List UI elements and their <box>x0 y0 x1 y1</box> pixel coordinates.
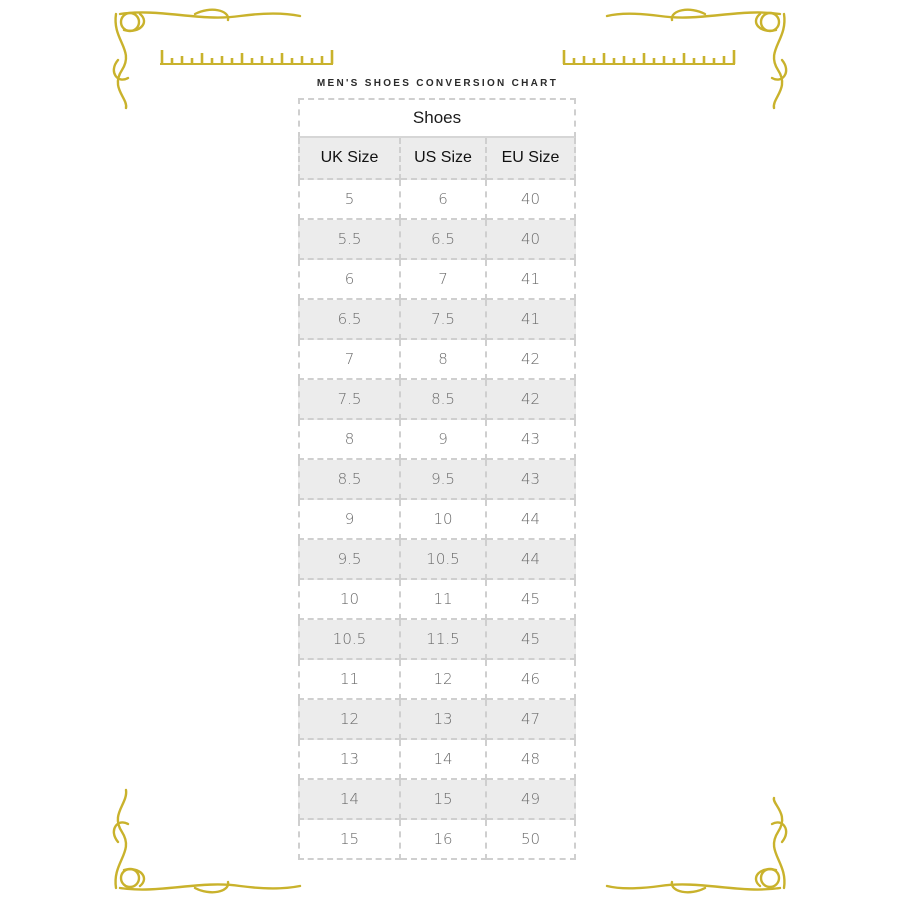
column-header-us: US Size <box>401 138 487 180</box>
eu-size-cell: 44 <box>487 540 576 580</box>
eu-size-cell: 41 <box>487 300 576 340</box>
us-size-cell: 6.5 <box>401 220 487 260</box>
flourish-bottom-left-icon <box>114 790 300 892</box>
us-size-cell: 9 <box>401 420 487 460</box>
us-size-cell: 10 <box>401 500 487 540</box>
uk-size-cell: 8 <box>298 420 401 460</box>
us-size-cell: 6 <box>401 180 487 220</box>
uk-size-cell: 13 <box>298 740 401 780</box>
column-header-row <box>298 138 576 180</box>
eu-size-cell: 46 <box>487 660 576 700</box>
uk-size-cell: 15 <box>298 820 401 860</box>
table-row <box>298 780 576 820</box>
uk-size-cell: 5.5 <box>298 220 401 260</box>
uk-size-cell: 5 <box>298 180 401 220</box>
us-size-cell: 13 <box>401 700 487 740</box>
us-size-cell: 11 <box>401 580 487 620</box>
eu-size-cell: 40 <box>487 180 576 220</box>
flourish-top-right-icon <box>607 10 786 108</box>
table-row <box>298 700 576 740</box>
flourish-bottom-right-icon <box>607 798 786 892</box>
us-size-cell: 10.5 <box>401 540 487 580</box>
us-size-cell: 16 <box>401 820 487 860</box>
table-row <box>298 500 576 540</box>
table-group-header: Shoes <box>298 98 576 138</box>
page-title: MEN'S SHOES CONVERSION CHART <box>316 78 559 89</box>
us-size-cell: 7.5 <box>401 300 487 340</box>
eu-size-cell: 47 <box>487 700 576 740</box>
table-row <box>298 340 576 380</box>
table-row <box>298 180 576 220</box>
us-size-cell: 8 <box>401 340 487 380</box>
table-row <box>298 220 576 260</box>
column-header-eu: EU Size <box>487 138 576 180</box>
eu-size-cell: 48 <box>487 740 576 780</box>
table-row <box>298 380 576 420</box>
eu-size-cell: 43 <box>487 420 576 460</box>
uk-size-cell: 9.5 <box>298 540 401 580</box>
uk-size-cell: 10 <box>298 580 401 620</box>
table-row <box>298 300 576 340</box>
uk-size-cell: 14 <box>298 780 401 820</box>
uk-size-cell: 10.5 <box>298 620 401 660</box>
eu-size-cell: 43 <box>487 460 576 500</box>
uk-size-cell: 7 <box>298 340 401 380</box>
table-row <box>298 420 576 460</box>
ruler-ticks-left-icon <box>160 50 333 64</box>
uk-size-cell: 6.5 <box>298 300 401 340</box>
eu-size-cell: 50 <box>487 820 576 860</box>
eu-size-cell: 40 <box>487 220 576 260</box>
uk-size-cell: 9 <box>298 500 401 540</box>
us-size-cell: 8.5 <box>401 380 487 420</box>
eu-size-cell: 49 <box>487 780 576 820</box>
table-row <box>298 260 576 300</box>
us-size-cell: 14 <box>401 740 487 780</box>
table-row <box>298 540 576 580</box>
eu-size-cell: 44 <box>487 500 576 540</box>
uk-size-cell: 6 <box>298 260 401 300</box>
us-size-cell: 15 <box>401 780 487 820</box>
table-row <box>298 820 576 860</box>
eu-size-cell: 42 <box>487 380 576 420</box>
ruler-ticks-right-icon <box>563 50 735 64</box>
flourish-top-left-icon <box>114 10 300 108</box>
us-size-cell: 12 <box>401 660 487 700</box>
uk-size-cell: 7.5 <box>298 380 401 420</box>
conversion-table <box>298 98 576 860</box>
eu-size-cell: 42 <box>487 340 576 380</box>
column-header-uk: UK Size <box>298 138 401 180</box>
table-row <box>298 460 576 500</box>
us-size-cell: 11.5 <box>401 620 487 660</box>
us-size-cell: 9.5 <box>401 460 487 500</box>
eu-size-cell: 45 <box>487 620 576 660</box>
table-row <box>298 620 576 660</box>
eu-size-cell: 41 <box>487 260 576 300</box>
us-size-cell: 7 <box>401 260 487 300</box>
table-row <box>298 660 576 700</box>
eu-size-cell: 45 <box>487 580 576 620</box>
uk-size-cell: 12 <box>298 700 401 740</box>
uk-size-cell: 11 <box>298 660 401 700</box>
uk-size-cell: 8.5 <box>298 460 401 500</box>
table-row <box>298 740 576 780</box>
table-row <box>298 580 576 620</box>
